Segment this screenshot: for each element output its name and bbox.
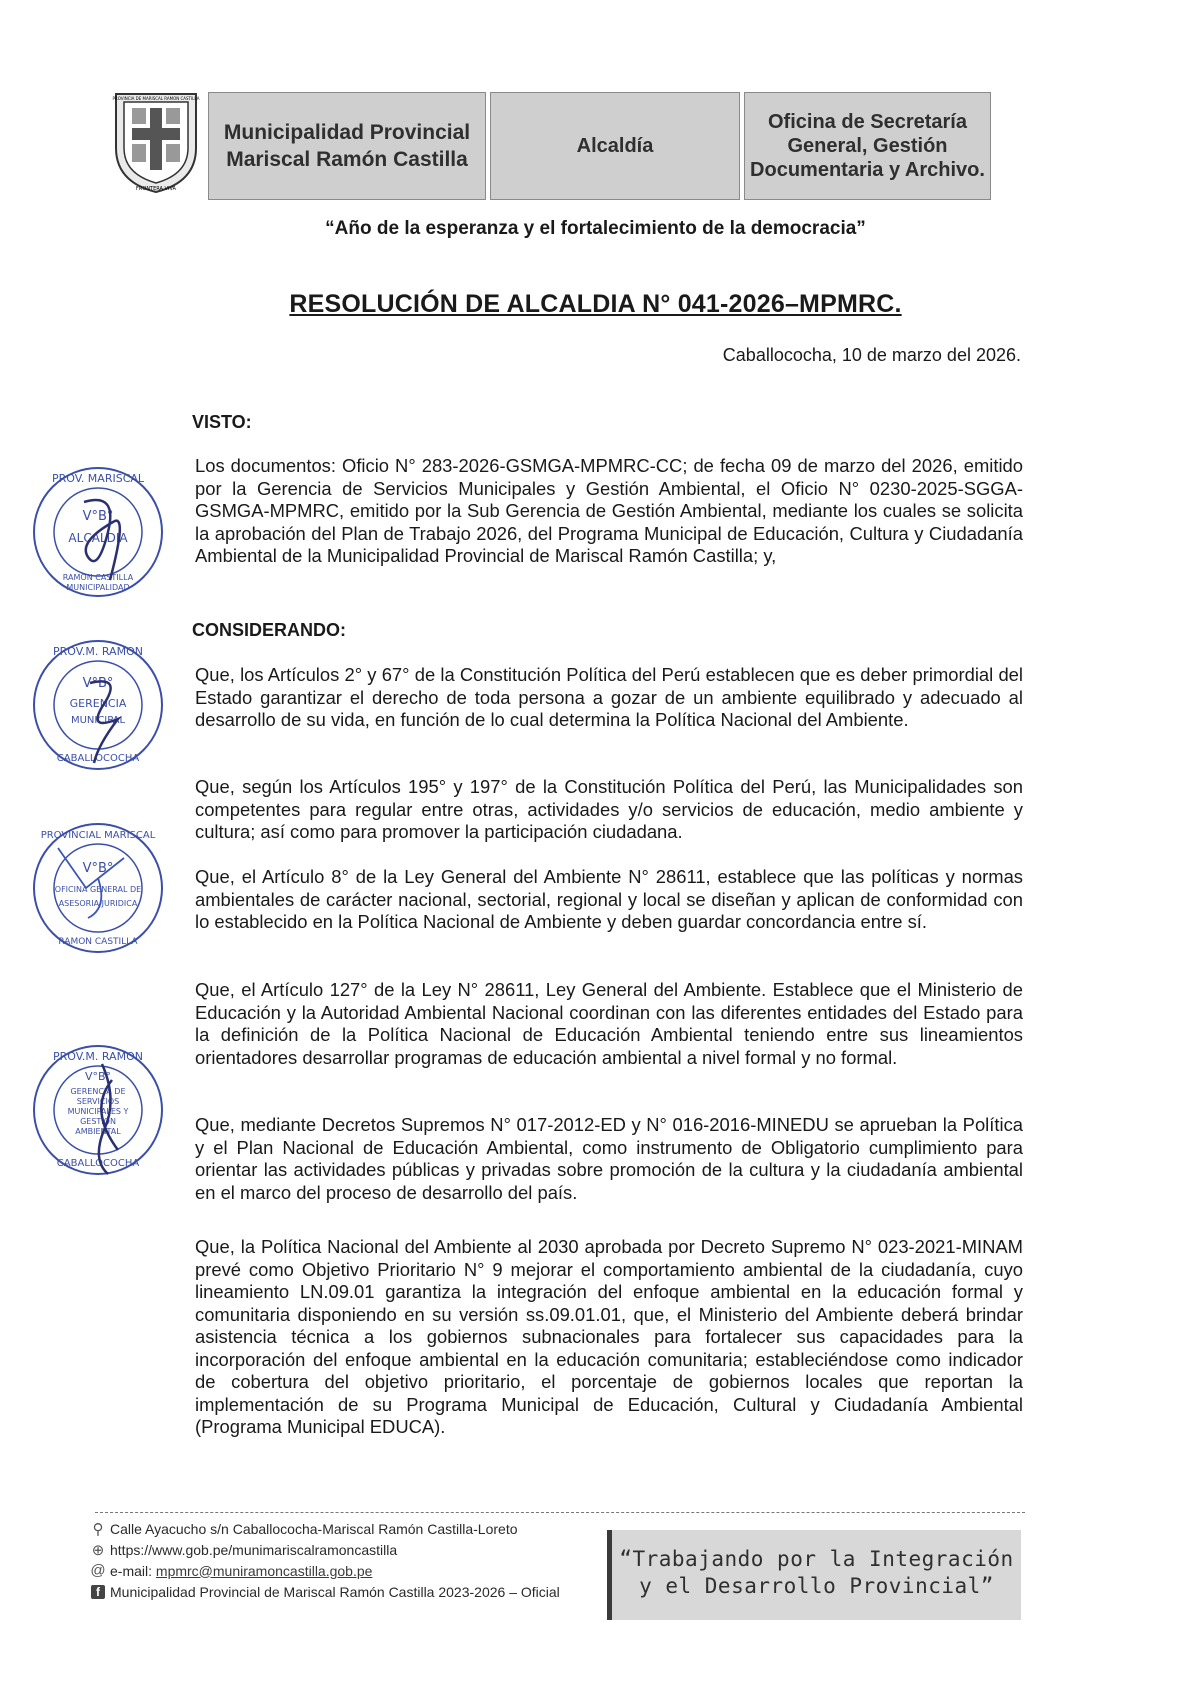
footer-contact (86, 1518, 560, 1602)
footer-address-row (86, 1518, 560, 1539)
logo-bottom-text: FRONTERA VIVA (136, 186, 176, 192)
footer-website[interactable]: https://www.gob.pe/munimariscalramoncastilla (110, 1541, 398, 1558)
seal1-top-text: PROV. MARISCAL (51, 472, 145, 485)
footer-email-row (86, 1560, 560, 1581)
considerando-paragraph-5: Que, mediante Decretos Supremos N° 017-2012-ED y N° 016-2016-MINEDU se aprueban la Política y el Plan Nacional de Educación Ambiental, como instrumento de Obligatorio cumplimiento para orientar las actividades públicas y privadas sobre promoción de la cultura y la ciudadanía ambiental en el marco del proceso de desarrollo del país. (195, 1114, 1023, 1203)
place-date: Caballococha, 10 de marzo del 2026. (722, 345, 1021, 365)
seal4-office-text-1: GERENCIA DE (70, 1087, 126, 1096)
seal3-side-right-text: RAMON CASTILLA (58, 937, 138, 947)
seal4-vb-text: V°B° (84, 1070, 112, 1083)
slogan-line1: “Trabajando por la Integración (619, 1547, 1014, 1571)
seal3-vb-text: V°B° (82, 861, 114, 876)
footer-email-label: e-mail: (110, 1562, 153, 1579)
header-office-center: Alcaldía (576, 134, 654, 157)
considerando-paragraph-3: Que, el Artículo 8° de la Ley General del Ambiente N° 28611, establece que las políticas y normas ambientales de carácter nacional, sectorial, regional y local se diseñan y aplican de conformidad con lo establecido en la Política Nacional de Ambiente y deben guardar concordancia entre sí. (195, 866, 1023, 932)
header-office-right-box (744, 92, 991, 200)
location-pin-icon: ⚲ (92, 1520, 104, 1538)
seal1-vb-text: V°B° (82, 509, 114, 524)
seal3-office-text: OFICINA GENERAL DE (54, 885, 142, 894)
resolution-title: RESOLUCIÓN DE ALCALDIA N° 041-2026–MPMRC. (289, 290, 902, 318)
header-office-right-line3: Documentaria y Archivo. (750, 159, 985, 181)
at-sign-icon: @ (90, 1562, 106, 1579)
footer-divider (95, 1512, 1025, 1513)
header-org-box (208, 92, 486, 200)
seal1-side-right-text: RAMON CASTILLA (62, 573, 134, 582)
seal2-office-text: GERENCIA (69, 697, 127, 710)
considerando-heading: CONSIDERANDO: (192, 620, 347, 640)
header-org-line1: Municipalidad Provincial (223, 121, 471, 144)
seal4-top-text: PROV.M. RAMON (53, 1050, 143, 1063)
municipal-crest-logo (110, 90, 202, 196)
year-motto: “Año de la esperanza y el fortalecimiento de la democracia” (325, 218, 866, 239)
slogan-line2: y el Desarrollo Provincial” (639, 1574, 994, 1598)
seal2-bottom-text: CABALLOCOCHA (56, 753, 140, 764)
logo-top-text: PROVINCIA DE MARISCAL RAMON CASTILLA (112, 96, 200, 101)
seal4-office-text-4: GESTION (80, 1117, 116, 1126)
header-office-center-box (490, 92, 740, 200)
seal1-office-text: ALCALDIA (68, 531, 128, 545)
approval-seal-gerencia-municipal (28, 635, 168, 775)
seal3-office-text-2: ASESORIA JURIDICA (58, 899, 138, 908)
seal4-office-text-2: SERVICIOS (76, 1097, 120, 1106)
seal3-top-text: PROVINCIAL MARISCAL (40, 830, 156, 841)
seal2-office-text-2: MUNICIPAL (70, 715, 126, 726)
approval-seal-gerencia-servicios (28, 1040, 168, 1180)
considerando-paragraph-6: Que, la Política Nacional del Ambiente al 2030 aprobada por Decreto Supremo N° 023-2021-MINAM prevé como Objetivo Prioritario N° 9 mejorar el comportamiento ambiental de la ciudadanía, cuyo lineamiento LN.09.01 garantiza la integración del enfoque ambiental en la educación formal y comunitaria disponiendo en su versión ss.09.01.01, que, el Ministerio del Ambiente deberá brindar asistencia técnica a los gobiernos subnacionales para fortalecer sus capacidades para la incorporación del enfoque ambiental en la educación comunitaria; estableciéndose como indicador de cobertura del objetivo prioritario, el porcentaje de gobiernos locales que reportan la implementación de su Programa Municipal de Educación, Cultural y Ciudadanía Ambiental (Programa Municipal EDUCA). (195, 1236, 1023, 1437)
seal4-office-text-5: AMBIENTAL (75, 1127, 121, 1136)
seal2-top-text: PROV.M. RAMON (53, 645, 143, 658)
footer-facebook-row (86, 1581, 560, 1602)
footer-slogan (607, 1530, 1021, 1620)
visto-heading: VISTO: (192, 412, 252, 432)
seal4-office-text-3: MUNICIPALES Y (67, 1107, 129, 1116)
approval-seal-asesoria-juridica (28, 818, 168, 958)
seal1-side-left-text: MUNICIPALIDAD (66, 583, 130, 592)
footer-website-row (86, 1539, 560, 1560)
considerando-paragraph-1: Que, los Artículos 2° y 67° de la Constitución Política del Perú establecen que es deber primordial del Estado garantizar el derecho de toda persona a gozar de un ambiente equilibrado y adecuado al desarrollo de su vida, en función de lo cual determina la Política Nacional del Ambiente. (195, 664, 1023, 730)
approval-seal-alcaldia (28, 462, 168, 602)
header-office-right-line2: General, Gestión (787, 135, 948, 157)
considerando-paragraph-2: Que, según los Artículos 195° y 197° de la Constitución Política del Perú, las Municipalidades son competentes para regular entre otras, actividades y/o servicios de educación, medio ambiente y cultura; así como para promover la participación ciudadana. (195, 776, 1023, 842)
header-org-line2: Mariscal Ramón Castilla (226, 148, 468, 171)
considerando-paragraph-4: Que, el Artículo 127° de la Ley N° 28611, Ley General del Ambiente. Establece que el Ministerio de Educación y la Autoridad Ambiental Nacional coordinan con las diferentes entidades del Estado para la definición de la Política Nacional de Educación Ambiental teniendo entre sus lineamientos orientadores desarrollar programas de educación ambiental a nivel formal y no formal. (195, 979, 1023, 1068)
facebook-icon: f (91, 1585, 105, 1599)
seal2-vb-text: V°B° (82, 676, 114, 691)
visto-paragraph: Los documentos: Oficio N° 283-2026-GSMGA-MPMRC-CC; de fecha 09 de marzo del 2026, emitido por la Gerencia de Servicios Municipales y Gestión Ambiental, el Oficio N° 0230-2025-SGGA-GSMGA-MPMRC, emitido por la Sub Gerencia de Gestión Ambiental, mediante los cuales se solicita la aprobación del Plan de Trabajo 2026, del Programa Municipal de Educación, Cultura y Ciudadanía Ambiental de la Municipalidad Provincial de Mariscal Ramón Castilla; y, (195, 455, 1023, 566)
seal4-bottom-text: CABALLOCOCHA (56, 1158, 140, 1169)
globe-icon: ⊕ (91, 1541, 105, 1559)
footer-facebook: Municipalidad Provincial de Mariscal Ramón Castilla 2023-2026 – Oficial (110, 1583, 560, 1600)
header-office-right-line1: Oficina de Secretaría (768, 111, 967, 133)
footer-address: Calle Ayacucho s/n Caballococha-Mariscal Ramón Castilla-Loreto (110, 1520, 518, 1537)
footer-email-link[interactable]: mpmrc@muniramoncastilla.gob.pe (155, 1562, 373, 1579)
